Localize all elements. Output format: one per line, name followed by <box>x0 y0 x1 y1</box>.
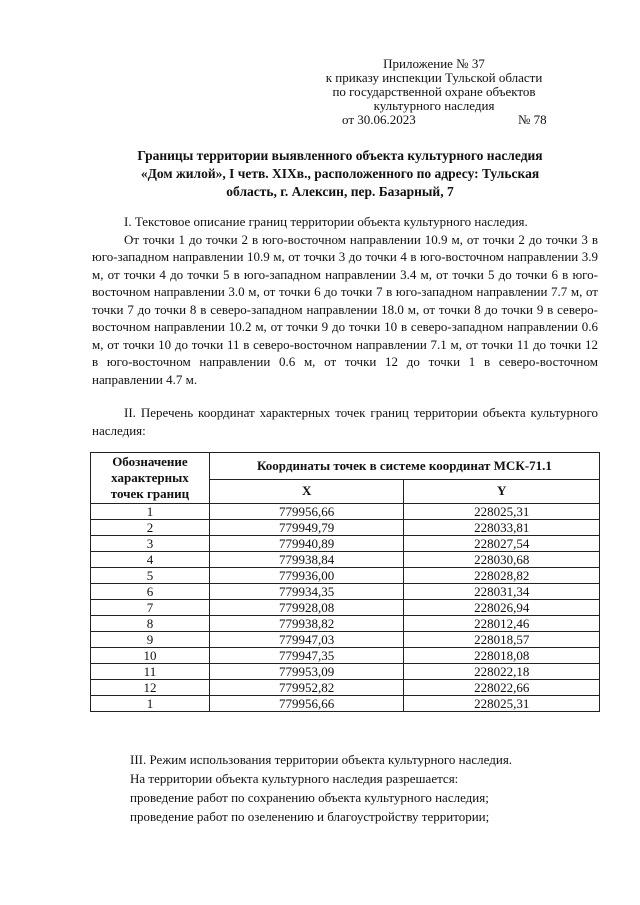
y-coordinate-cell: 228022,66 <box>404 680 600 696</box>
appendix-number: Приложение № 37 <box>383 56 485 71</box>
table-row <box>91 648 600 664</box>
table-row <box>91 520 600 536</box>
order-reference-line3: культурного наследия <box>373 98 495 113</box>
table-row <box>91 600 600 616</box>
title-line-2: «Дом жилой», I четв. XIXв., расположенного по адресу: Тульская <box>140 166 540 181</box>
point-number-cell: 10 <box>91 648 210 664</box>
title-line-1: Границы территории выявленного объекта культурного наследия <box>137 148 543 163</box>
x-coordinate-cell: 779953,09 <box>209 664 404 680</box>
x-coordinate-cell: 779938,82 <box>209 616 404 632</box>
x-coordinate-cell: 779938,84 <box>209 552 404 568</box>
coordinate-system-header: Координаты точек в системе координат МСК-71.1 <box>209 453 599 480</box>
x-coordinate-cell: 779947,35 <box>209 648 404 664</box>
section-3-line-2: На территории объекта культурного наследия разрешается: <box>130 771 459 786</box>
table-row <box>91 584 600 600</box>
table-row <box>91 680 600 696</box>
y-coordinate-cell: 228030,68 <box>404 552 600 568</box>
section-1 <box>92 213 598 388</box>
document-title <box>70 147 610 201</box>
y-coordinate-cell: 228031,34 <box>404 584 600 600</box>
point-number-cell: 2 <box>91 520 210 536</box>
table-row <box>91 616 600 632</box>
coordinates-table <box>90 452 600 712</box>
table-row <box>91 536 600 552</box>
y-coordinate-cell: 228012,46 <box>404 616 600 632</box>
x-coordinate-cell: 779928,08 <box>209 600 404 616</box>
y-coordinate-cell: 228018,08 <box>404 648 600 664</box>
table-row <box>91 552 600 568</box>
point-number-cell: 1 <box>91 504 210 520</box>
section-2-heading: II. Перечень координат характерных точек границ территории объекта культурного наследия: <box>92 405 598 438</box>
point-number-cell: 7 <box>91 600 210 616</box>
point-number-cell: 3 <box>91 536 210 552</box>
y-coordinate-cell: 228025,31 <box>404 696 600 712</box>
point-number-cell: 6 <box>91 584 210 600</box>
section-1-body: От точки 1 до точки 2 в юго-восточном направлении 10.9 м, от точки 2 до точки 3 в юго-западном направлении 10.9 м, от точки 3 до точки 4 в юго-восточном направлении 3.9 м, от точки 4 до точки 5 в юго-западном направлении 3.4 м, от точки 5 до точки 6 в юго-восточном направлении 3.0 м, от точки 6 до точки 7 в юго-западном направлении 7.7 м, от точки 7 до точки 8 в северо-западном направлении 18.0 м, от точки 8 до точки 9 в северо-восточном направлении 10.2 м, от точки 9 до точки 10 в северо-западном направлении 0.6 м, от точки 10 до точки 11 в северо-восточном направлении 7.1 м, от точки 11 до точки 12 в юго-восточном направлении 0.6 м, от точки 12 до точки 1 в северо-восточном направлении 4.7 м. <box>92 231 598 387</box>
y-coordinate-cell: 228027,54 <box>404 536 600 552</box>
x-coordinate-cell: 779934,35 <box>209 584 404 600</box>
point-number-cell: 5 <box>91 568 210 584</box>
table-row <box>91 568 600 584</box>
table-row <box>91 504 600 520</box>
order-date: от 30.06.2023 <box>342 112 416 127</box>
section-3-line-3: проведение работ по сохранению объекта культурного наследия; <box>130 790 489 805</box>
order-number: № 78 <box>518 112 547 127</box>
x-coordinate-cell: 779940,89 <box>209 536 404 552</box>
order-reference: к приказу инспекции Тульской области <box>325 70 543 85</box>
table-row <box>91 664 600 680</box>
x-coordinate-cell: 779947,03 <box>209 632 404 648</box>
y-coordinate-cell: 228033,81 <box>404 520 600 536</box>
y-coordinate-cell: 228018,57 <box>404 632 600 648</box>
y-coordinate-cell: 228025,31 <box>404 504 600 520</box>
section-3-line-4: проведение работ по озеленению и благоустройству территории; <box>130 809 490 824</box>
y-coordinate-cell: 228026,94 <box>404 600 600 616</box>
point-number-cell: 1 <box>91 696 210 712</box>
table-row <box>91 632 600 648</box>
x-coordinate-cell: 779936,00 <box>209 568 404 584</box>
section-1-heading: I. Текстовое описание границ территории объекта культурного наследия. <box>124 214 528 229</box>
point-number-cell: 12 <box>91 680 210 696</box>
x-column-header: X <box>209 479 404 503</box>
y-column-header: Y <box>404 479 600 503</box>
y-coordinate-cell: 228028,82 <box>404 568 600 584</box>
title-line-3: область, г. Алексин, пер. Базарный, 7 <box>226 184 454 199</box>
section-3 <box>130 750 600 826</box>
x-coordinate-cell: 779952,82 <box>209 680 404 696</box>
section-3-heading: III. Режим использования территории объекта культурного наследия. <box>130 752 513 767</box>
x-coordinate-cell: 779949,79 <box>209 520 404 536</box>
table-row <box>91 696 600 712</box>
point-number-cell: 11 <box>91 664 210 680</box>
point-number-cell: 9 <box>91 632 210 648</box>
y-coordinate-cell: 228022,18 <box>404 664 600 680</box>
point-designation-header: Обозначение характерных точек границ <box>91 453 210 504</box>
point-number-cell: 4 <box>91 552 210 568</box>
point-number-cell: 8 <box>91 616 210 632</box>
order-reference-line2: по государственной охране объектов <box>332 84 536 99</box>
x-coordinate-cell: 779956,66 <box>209 696 404 712</box>
x-coordinate-cell: 779956,66 <box>209 504 404 520</box>
